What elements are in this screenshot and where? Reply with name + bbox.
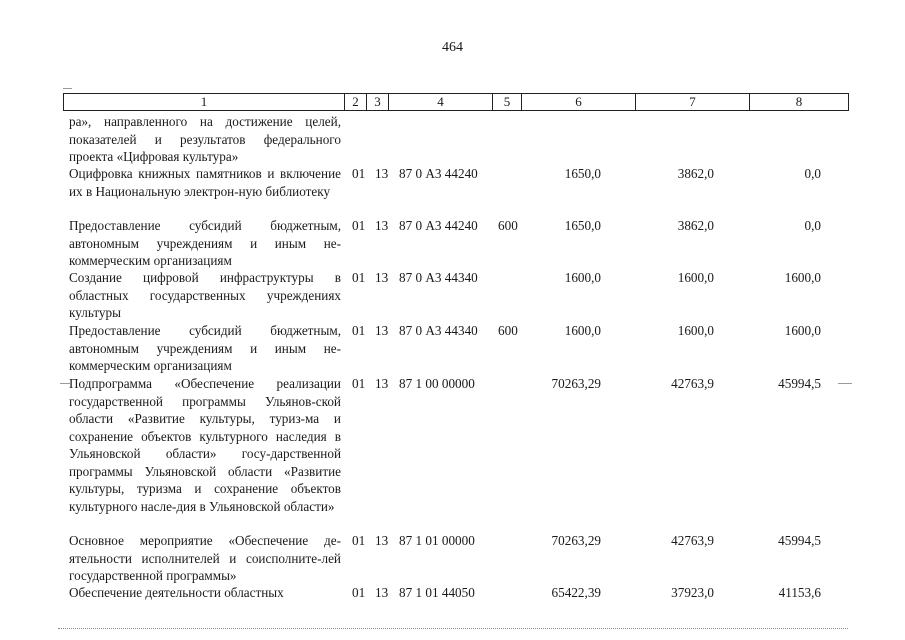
cell-grp: 01 (352, 270, 366, 285)
scan-mark (63, 88, 72, 89)
cell-year-3: 45994,5 (778, 533, 821, 548)
cell-year-3: 0,0 (804, 166, 821, 181)
cell-year-1: 1600,0 (564, 270, 601, 285)
header-col-2: 2 (345, 94, 367, 110)
cell-csr: 87 1 01 44050 (399, 585, 475, 600)
cell-csr: 87 1 00 00000 (399, 376, 475, 391)
cell-year-1: 1650,0 (564, 166, 601, 181)
cell-sec: 13 (375, 323, 389, 338)
header-col-8: 8 (795, 94, 803, 109)
row-description: Оцифровка книжных памятников и включение их в Национальную электрон-ную библиотеку (69, 166, 341, 199)
cell-year-2: 1600,0 (677, 270, 714, 285)
cell-csr: 87 0 А3 44240 (399, 166, 478, 181)
cell-vr: 600 (498, 323, 518, 338)
cell-sec: 13 (375, 166, 389, 181)
row-description: Предоставление субсидий бюджетным, автономным учреждениям и иным не-коммерческим организациям (69, 218, 341, 268)
cell-csr: 87 0 А3 44340 (399, 323, 478, 338)
cell-sec: 13 (375, 533, 389, 548)
cell-vr: 600 (498, 218, 518, 233)
cell-year-1: 65422,39 (551, 585, 601, 600)
cell-csr: 87 0 А3 44240 (399, 218, 478, 233)
header-col-1: 1 (64, 94, 345, 110)
cell-grp: 01 (352, 585, 366, 600)
cell-grp: 01 (352, 323, 366, 338)
header-col-6: 6 (522, 94, 636, 110)
table-header-row (63, 93, 849, 111)
row-description: ра», направленного на достижение целей, показателей и результатов федерального проекта «Цифровая культура» (69, 114, 341, 164)
cell-sec: 13 (375, 376, 389, 391)
cell-year-3: 45994,5 (778, 376, 821, 391)
cell-grp: 01 (352, 166, 366, 181)
cell-year-3: 1600,0 (784, 323, 821, 338)
cell-year-2: 1600,0 (677, 323, 714, 338)
cell-sec: 13 (375, 218, 389, 233)
header-col-7: 7 (636, 94, 750, 110)
page-bottom-edge (58, 628, 848, 629)
cell-sec: 13 (375, 270, 389, 285)
row-description: Предоставление субсидий бюджетным, автономным учреждениям и иным не-коммерческим организациям (69, 323, 341, 373)
page-number: 464 (442, 40, 463, 55)
row-description: Создание цифровой инфраструктуры в областных государственных учреждениях культуры (69, 270, 341, 320)
cell-grp: 01 (352, 376, 366, 391)
header-col-5: 5 (493, 94, 522, 110)
cell-year-2: 42763,9 (671, 376, 714, 391)
cell-year-1: 1600,0 (564, 323, 601, 338)
row-description: Обеспечение деятельности областных (69, 585, 284, 600)
cell-year-3: 1600,0 (784, 270, 821, 285)
header-col-3: 3 (367, 94, 389, 110)
cell-year-2: 3862,0 (677, 166, 714, 181)
cell-year-1: 70263,29 (551, 533, 601, 548)
cell-csr: 87 0 А3 44340 (399, 270, 478, 285)
cell-sec: 13 (375, 585, 389, 600)
row-description: Подпрограмма «Обеспечение реализации государственной программы Ульянов-ской области «Развитие культуры, туриз-ма и сохранение объектов культурного наследия в Ульяновской области» госу-дарственной программы Ульяновской области «Развитие культуры, туризма и сохранение объектов культурного насле-дия в Ульяновской области» (69, 376, 341, 514)
cell-year-2: 3862,0 (677, 218, 714, 233)
cell-csr: 87 1 01 00000 (399, 533, 475, 548)
cell-year-1: 70263,29 (551, 376, 601, 391)
cell-year-3: 0,0 (804, 218, 821, 233)
row-description: Основное мероприятие «Обеспечение де-ятельности исполнителей и соисполните-лей государственной программы» (69, 533, 341, 583)
header-col-4: 4 (389, 94, 493, 110)
cell-grp: 01 (352, 533, 366, 548)
cell-year-2: 37923,0 (671, 585, 714, 600)
cell-grp: 01 (352, 218, 366, 233)
cell-year-3: 41153,6 (778, 585, 821, 600)
cell-year-1: 1650,0 (564, 218, 601, 233)
cell-year-2: 42763,9 (671, 533, 714, 548)
scan-mark (838, 383, 852, 384)
